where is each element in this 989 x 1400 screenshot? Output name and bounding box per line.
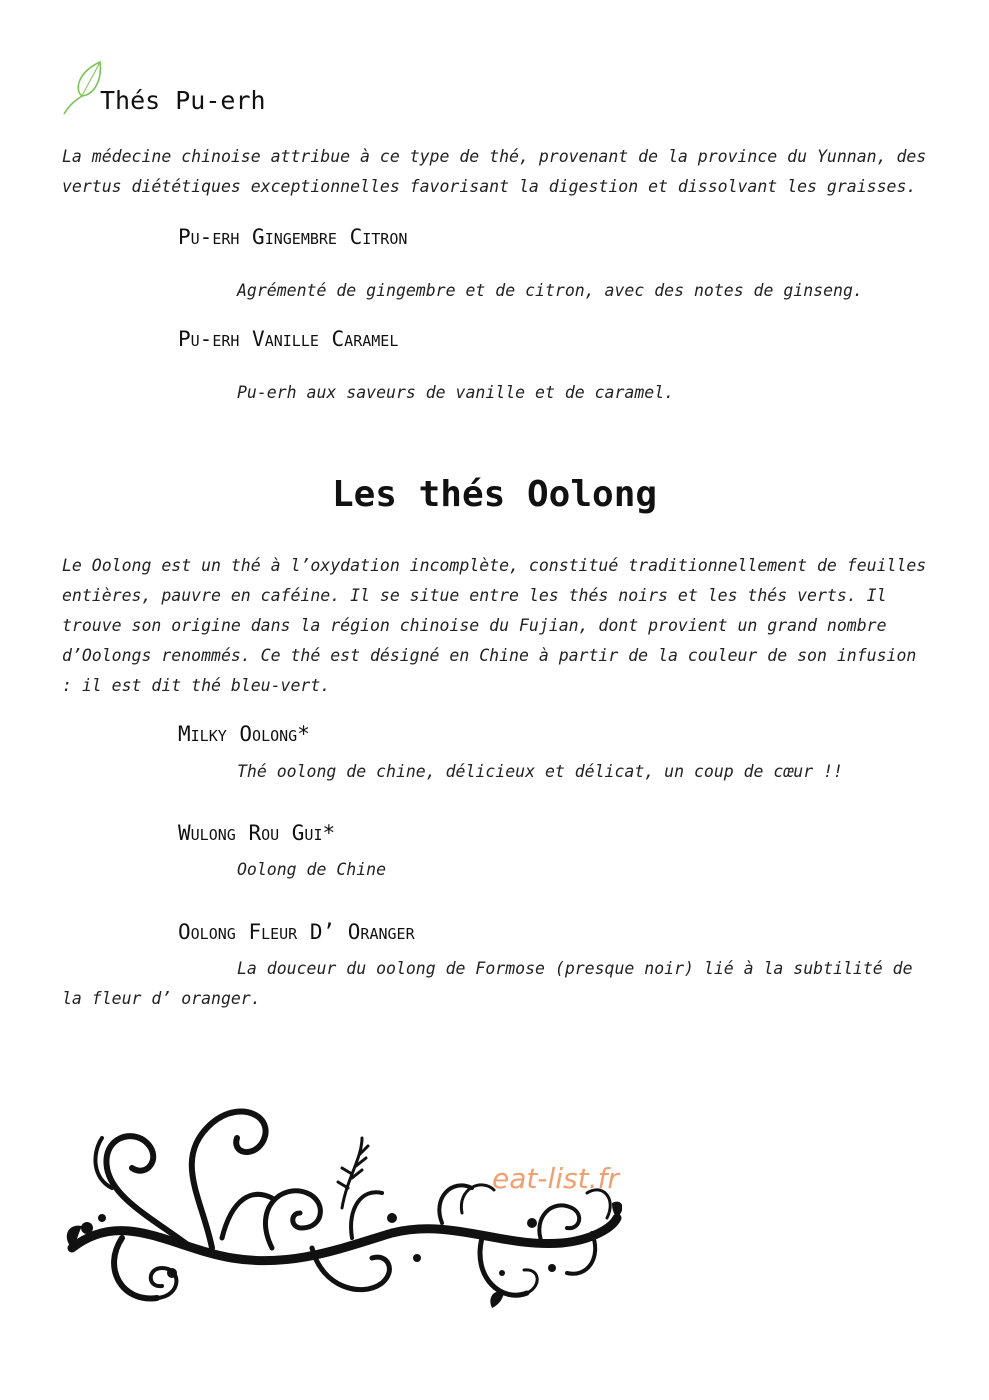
page-title: Les thés Oolong (331, 474, 658, 515)
floral-ornament (62, 1098, 622, 1330)
menu-item-name: Pu-erh Vanille Caramel (178, 327, 399, 351)
section-header-puerh (60, 58, 460, 118)
menu-item-description: Agrémenté de gingembre et de citron, avec des notes de ginseng. (237, 281, 863, 300)
menu-item-name: Oolong Fleur D’ Oranger (178, 920, 415, 944)
section-intro: La médecine chinoise attribue à ce type de thé, provenant de la province du Yunnan, des vertus diététiques exceptionnelles favorisant la digestion et dissolvant les graisses. (62, 147, 927, 196)
menu-item-description: Oolong de Chine (237, 860, 387, 879)
menu-item-description: Thé oolong de chine, délicieux et délicat, un coup de cœur !! (237, 762, 843, 781)
section-intro: Le Oolong est un thé à l’oxydation incomplète, constitué traditionnellement de feuilles entières, pauvre en caféine. Il se situe entre les thés noirs et les thés verts. Il trouve son origine dans la région chinoise du Fujian, dont provient un grand nombre d’Oolongs renommés. Ce thé est désigné en Chine à partir de la couleur de son infusion : il est dit thé bleu-vert. (62, 556, 927, 695)
section-title: Thés Pu-erh (100, 86, 266, 115)
menu-item-name: Wulong Rou Gui* (178, 821, 336, 845)
menu-item-name: Pu-erh Gingembre Citron (178, 225, 408, 249)
menu-item-description: Pu-erh aux saveurs de vanille et de caramel. (237, 383, 675, 402)
watermark: eat-list.fr (492, 1162, 619, 1195)
menu-item-name: Milky Oolong* (178, 722, 310, 746)
menu-item-description: La douceur du oolong de Formose (presque noir) lié à la subtilité de la fleur d’ oranger. (62, 959, 913, 1008)
